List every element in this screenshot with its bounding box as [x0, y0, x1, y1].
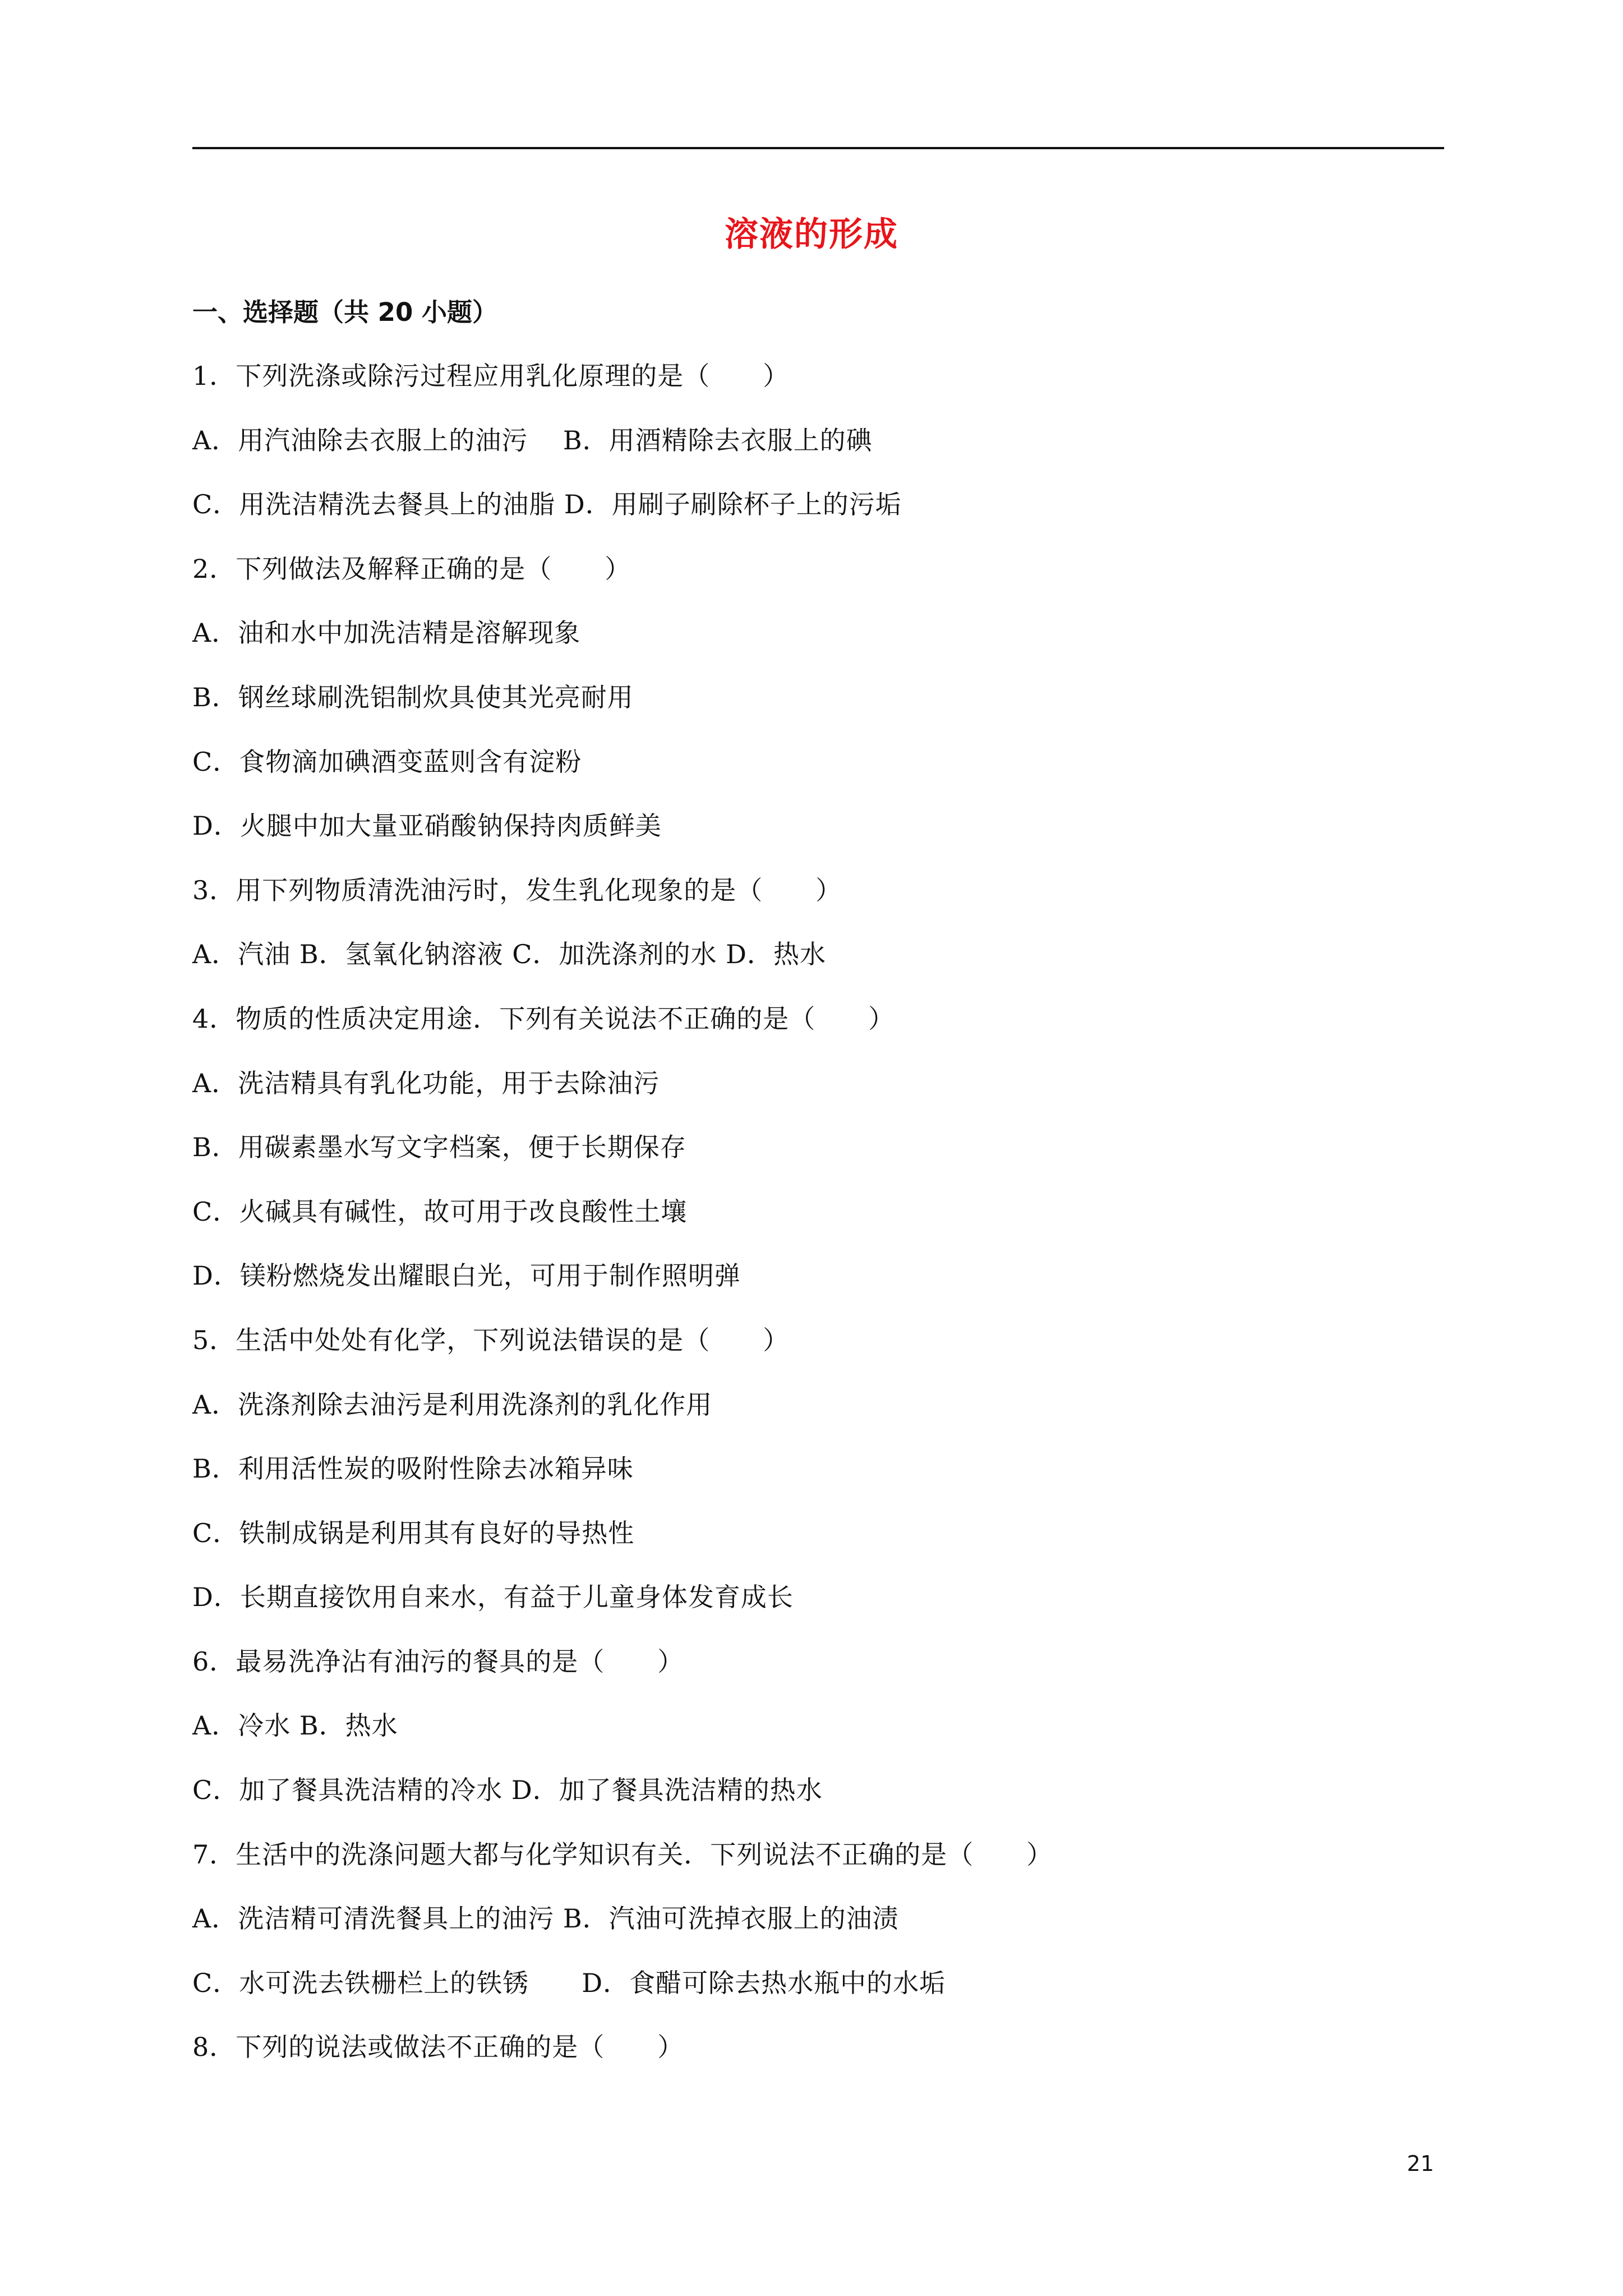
question-5-option-c: C．铁制成锅是利用其有良好的导热性: [192, 1517, 635, 1548]
question-2-option-b: B．钢丝球刷洗铝制炊具使其光亮耐用: [192, 682, 634, 712]
document-title: 溶液的形成: [725, 215, 898, 254]
section-heading: 一、选择题（共 20 小题）: [192, 297, 497, 327]
question-4-stem: 4．物质的性质决定用途．下列有关说法不正确的是（ ）: [192, 1003, 895, 1034]
question-4-option-b: B．用碳素墨水写文字档案，便于长期保存: [192, 1132, 686, 1163]
question-1-stem: 1．下列洗涤或除污过程应用乳化原理的是（ ）: [192, 361, 790, 391]
question-5-stem: 5．生活中处处有化学，下列说法错误的是（ ）: [192, 1324, 790, 1355]
question-7-options-ab: A．洗洁精可清洗餐具上的油污 B．汽油可洗掉衣服上的油渍: [192, 1903, 899, 1934]
question-list: [192, 359, 1444, 2095]
question-6-stem: 6．最易洗净沾有油污的餐具的是（ ）: [192, 1646, 684, 1677]
question-1-options-cd: C．用洗洁精洗去餐具上的油脂 D．用刷子刷除杯子上的污垢: [192, 489, 902, 520]
question-5-option-d: D．长期直接饮用自来水，有益于儿童身体发育成长: [192, 1582, 794, 1613]
question-7-stem: 7．生活中的洗涤问题大都与化学知识有关．下列说法不正确的是（ ）: [192, 1839, 1053, 1870]
question-4-option-c: C．火碱具有碱性，故可用于改良酸性土壤: [192, 1196, 688, 1227]
question-2-option-c: C．食物滴加碘酒变蓝则含有淀粉: [192, 746, 582, 777]
question-2-stem: 2．下列做法及解释正确的是（ ）: [192, 553, 631, 584]
question-8-stem: 8．下列的说法或做法不正确的是（ ）: [192, 2032, 684, 2063]
question-6-options-cd: C．加了餐具洗洁精的冷水 D．加了餐具洗洁精的热水: [192, 1775, 823, 1806]
question-7-options-cd: C．水可洗去铁栅栏上的铁锈 D．食醋可除去热水瓶中的水垢: [192, 1967, 946, 1998]
question-3-stem: 3．用下列物质清洗油污时，发生乳化现象的是（ ）: [192, 875, 842, 905]
question-6-options-ab: A．冷水 B．热水: [192, 1710, 398, 1741]
question-2-option-d: D．火腿中加大量亚硝酸钠保持肉质鲜美: [192, 811, 662, 841]
header-rule: [192, 147, 1444, 149]
page-number: 21: [1407, 2151, 1434, 2176]
question-3-options: A．汽油 B．氢氧化钠溶液 C．加洗涤剂的水 D．热水: [192, 939, 826, 970]
question-4-option-a: A．洗洁精具有乳化功能，用于去除油污: [192, 1068, 660, 1098]
question-1-options-ab: A．用汽油除去衣服上的油污 B．用酒精除去衣服上的碘: [192, 425, 873, 455]
question-4-option-d: D．镁粉燃烧发出耀眼白光，可用于制作照明弹: [192, 1260, 741, 1291]
question-5-option-b: B．利用活性炭的吸附性除去冰箱异味: [192, 1453, 634, 1484]
question-5-option-a: A．洗涤剂除去油污是利用洗涤剂的乳化作用: [192, 1389, 713, 1420]
question-2-option-a: A．油和水中加洗洁精是溶解现象: [192, 618, 581, 648]
